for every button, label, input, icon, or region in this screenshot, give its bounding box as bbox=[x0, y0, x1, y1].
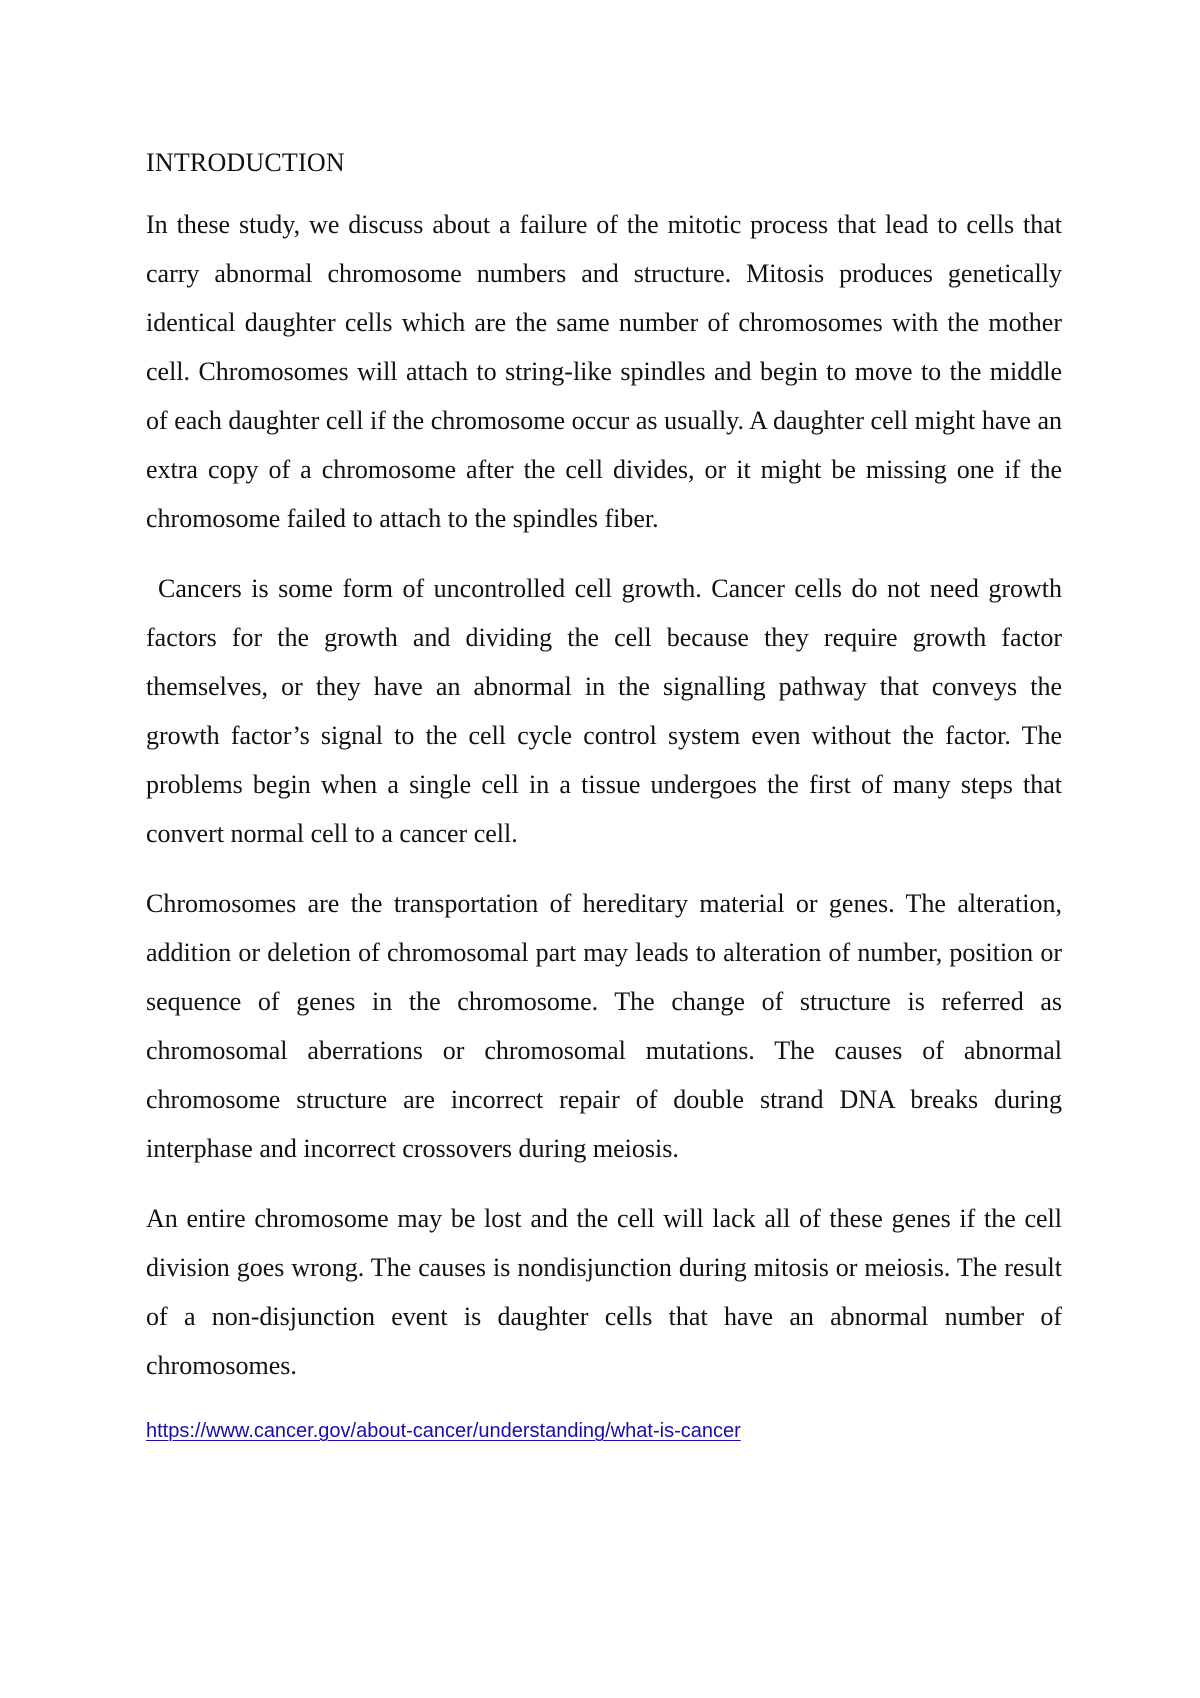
paragraph-mitosis: In these study, we discuss about a failure of the mitotic process that lead to cells that carry abnormal chromosome numbers and structure. Mitosis produces genetically identical daughter cells which are the same number of chromosomes with the mother cell. Chromosomes will attach to string-like spindles and begin to move to the middle of each daughter cell if the chromosome occur as usually. A daughter cell might have an extra copy of a chromosome after the cell divides, or it might be missing one if the chromosome failed to attach to the spindles fiber. bbox=[146, 210, 1062, 533]
section-heading: INTRODUCTION bbox=[146, 148, 345, 177]
document-body bbox=[146, 144, 1062, 1445]
paragraph-cancer: Cancers is some form of uncontrolled cell growth. Cancer cells do not need growth factors for the growth and dividing the cell because they require growth factor themselves, or they have an abnormal in the signalling pathway that conveys the growth factor’s signal to the cell cycle control system even without the factor. The problems begin when a single cell in a tissue undergoes the first of many steps that convert normal cell to a cancer cell. bbox=[146, 574, 1062, 848]
paragraph-nondisjunction: An entire chromosome may be lost and the cell will lack all of these genes if the cell division goes wrong. The causes is nondisjunction during mitosis or meiosis. The result of a non-disjunction event is daughter cells that have an abnormal number of chromosomes. bbox=[146, 1204, 1062, 1380]
reference-link[interactable]: https://www.cancer.gov/about-cancer/understanding/what-is-cancer bbox=[146, 1420, 741, 1442]
paragraph-chromosome-structure: Chromosomes are the transportation of hereditary material or genes. The alteration, addition or deletion of chromosomal part may leads to alteration of number, position or sequence of genes in the chromosome. The change of structure is referred as chromosomal aberrations or chromosomal mutations. The causes of abnormal chromosome structure are incorrect repair of double strand DNA breaks during interphase and incorrect crossovers during meiosis. bbox=[146, 889, 1062, 1163]
